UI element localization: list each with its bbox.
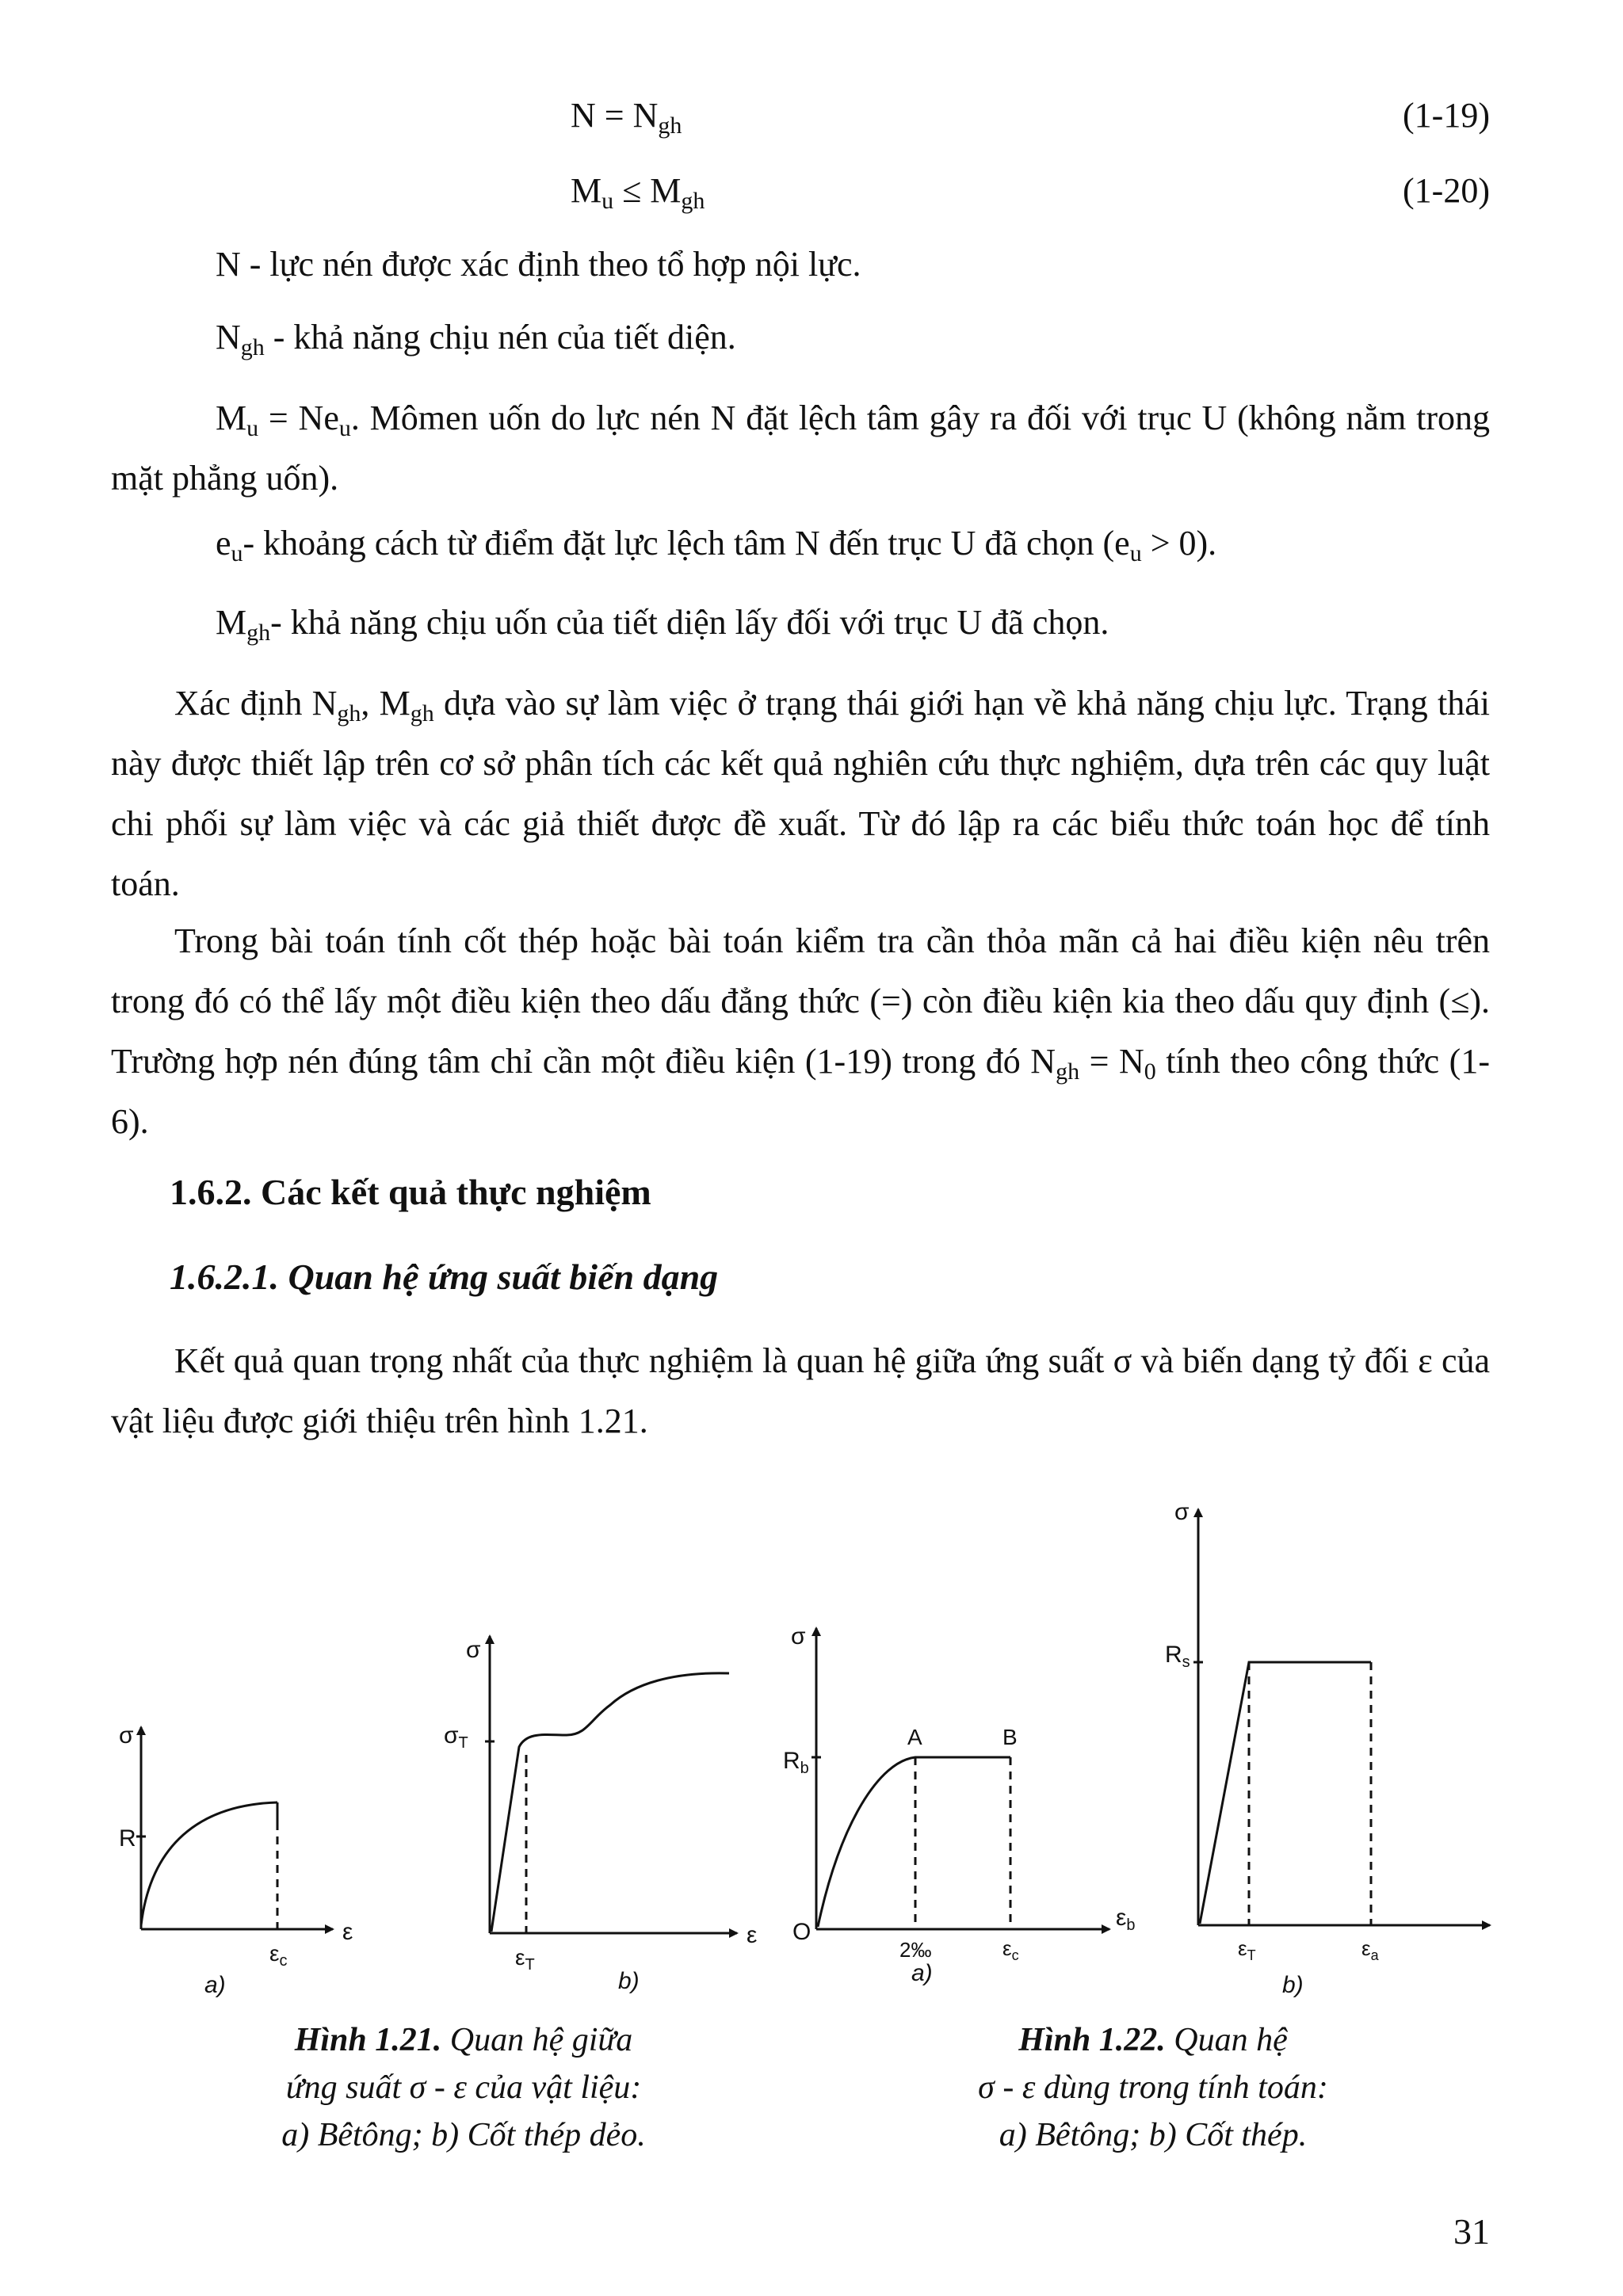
caption21-l3: a) Bêtông; b) Cốt thép dẻo. — [281, 2117, 646, 2153]
f22a-b-label: B — [1002, 1725, 1018, 1749]
eq2-lhs: M — [571, 171, 602, 210]
figure-1-21a — [136, 1727, 333, 1929]
caption22-l2: σ - ε dùng trong tính toán: — [978, 2069, 1328, 2106]
caption22-title: Hình 1.22. — [1018, 2022, 1166, 2058]
caption21-l1: Quan hệ giữa — [441, 2022, 633, 2058]
caption21-line1 — [206, 2016, 721, 2064]
f22a-2permil-label: 2‰ — [899, 1938, 932, 1962]
ngh-sub: gh — [240, 334, 265, 360]
f21a-ec-label: $\varepsilon_c$ — [269, 1941, 288, 1970]
equation-1-20 — [571, 170, 705, 214]
eq2-sub: gh — [681, 188, 705, 214]
figure-1-22b — [1193, 1509, 1490, 1925]
para2-s1: gh — [1056, 1058, 1080, 1085]
f21b-st-label: $\sigma_T$ — [444, 1722, 468, 1752]
mu-mid: = Ne — [258, 399, 339, 437]
mu-symbol: M — [216, 399, 247, 437]
equation-1-19 — [571, 95, 682, 139]
para2-s2: 0 — [1144, 1058, 1156, 1085]
para2-c: tính theo công thức (1-6). — [111, 1042, 1490, 1141]
paragraph-1 — [111, 673, 1490, 914]
f22a-y-label: σ — [791, 1623, 806, 1650]
eu-tail: > 0). — [1141, 524, 1217, 563]
definition-n: N - lực nén được xác định theo tổ hợp nội lực. — [216, 245, 861, 284]
ngh-symbol: N — [216, 318, 241, 357]
f21b-y-label: σ — [466, 1637, 481, 1663]
definition-ngh — [216, 317, 736, 360]
eu-text: - khoảng cách từ điểm đặt lực lệch tâm N đến trục U đã chọn (e — [242, 524, 1130, 563]
para1-c: dựa vào sự làm việc ở trạng thái giới hạn về khả năng chịu lực. Trạng thái này được thiết lập trên cơ sở phân tích các kết quả nghiên cứu thực nghiệm, dựa trên các quy luật chi phối sự làm việc và các giả thiết được đề xuất. Từ đó lập ra các biểu thức toán học để tính toán. — [111, 684, 1490, 903]
f21b-x-label: ε — [747, 1922, 758, 1948]
f22b-rs-label: $R_s$ — [1165, 1642, 1190, 1671]
figure-1-21b — [485, 1636, 737, 1933]
f22b-curve — [1200, 1662, 1371, 1924]
f21a-tag: a) — [204, 1972, 226, 1998]
mgh-symbol: M — [216, 603, 247, 642]
f22b-tag: b) — [1282, 1972, 1304, 1998]
mu-sub: u — [246, 415, 259, 441]
f22a-rb-label: $R_b$ — [783, 1748, 809, 1777]
f22a-ec-label: $\varepsilon_c$ — [1002, 1936, 1019, 1963]
caption22-l3: a) Bêtông; b) Cốt thép. — [999, 2117, 1308, 2153]
eq1-sub: gh — [658, 113, 682, 139]
ngh-text: - khả năng chịu nén của tiết diện. — [264, 318, 736, 357]
definition-mgh — [216, 602, 1109, 646]
f21b-tag: b) — [618, 1968, 640, 1994]
caption21-title: Hình 1.21. — [294, 2022, 442, 2058]
f22a-x-label: $\varepsilon_b$ — [1116, 1905, 1136, 1934]
caption21-l2: ứng suất σ - ε của vật liệu: — [285, 2069, 642, 2106]
equation-number-1-19: (1-19) — [1403, 96, 1490, 135]
f22a-tag: a) — [911, 1960, 933, 1986]
para1-s2: gh — [410, 700, 434, 727]
mgh-sub: gh — [246, 620, 271, 646]
paragraph-3: Kết quả quan trọng nhất của thực nghiệm là quan hệ giữa ứng suất σ và biến dạng tỷ đối ε của vật liệu được giới thiệu trên hình 1.21. — [111, 1341, 1490, 1440]
subsection-heading: 1.6.2.1. Quan hệ ứng suất biến dạng — [170, 1257, 719, 1297]
caption-figure-1-22 — [907, 2016, 1399, 2159]
eq2-lhs-sub: u — [601, 188, 614, 214]
eu-symbol: e — [216, 524, 231, 563]
mgh-text: - khả năng chịu uốn của tiết diện lấy đối với trục U đã chọn. — [270, 603, 1109, 642]
paragraph-2 — [111, 911, 1490, 1152]
mu-text: . Mômen uốn do lực nén N đặt lệch tâm gây ra đối với trục U (không nằm trong mặt phẳng uốn). — [111, 399, 1490, 498]
f21a-r-label: R — [119, 1825, 136, 1852]
f22b-ea-label: $\varepsilon_a$ — [1361, 1936, 1379, 1963]
para1-s1: gh — [337, 700, 361, 727]
equation-number-1-20: (1-20) — [1403, 171, 1490, 210]
para2-a: Trong bài toán tính cốt thép hoặc bài toán kiểm tra cần thỏa mãn cả hai điều kiện nêu trên trong đó có thể lấy một điều kiện theo dấu đẳng thức (=) còn điều kiện kia theo dấu quy định (≤). Trường hợp nén đúng tâm chỉ cần một điều kiện (1-19) trong đó N — [111, 921, 1490, 1081]
definition-mu — [111, 388, 1490, 509]
para2-b: = N — [1079, 1042, 1144, 1081]
para1-a: Xác định N — [174, 684, 338, 723]
mu-sub2: u — [338, 415, 351, 441]
eq2-op: ≤ M — [613, 171, 682, 210]
f21a-x-label: ε — [342, 1919, 353, 1945]
f21b-et-label: $\varepsilon_T$ — [515, 1945, 535, 1974]
eu-sub: u — [231, 540, 243, 566]
section-heading: 1.6.2. Các kết quả thực nghiệm — [170, 1172, 651, 1212]
eq1-lhs: N = N — [571, 96, 659, 135]
f22a-a-label: A — [907, 1725, 922, 1749]
caption22-l1: Quan hệ — [1165, 2022, 1288, 2058]
f22b-et-label: $\varepsilon_T$ — [1238, 1936, 1256, 1963]
f22b-y-label: σ — [1174, 1499, 1190, 1525]
eu-sub2: u — [1129, 540, 1142, 566]
definition-eu — [216, 523, 1217, 566]
figure-1-22a — [812, 1628, 1109, 1929]
f21a-y-label: σ — [119, 1722, 134, 1749]
f21a-curve — [141, 1802, 277, 1925]
caption22-line1 — [907, 2016, 1399, 2064]
f22a-o-label: O — [792, 1919, 812, 1945]
caption-figure-1-21 — [206, 2016, 721, 2159]
page-number: 31 — [1453, 2211, 1490, 2252]
para1-b: , M — [361, 684, 411, 723]
